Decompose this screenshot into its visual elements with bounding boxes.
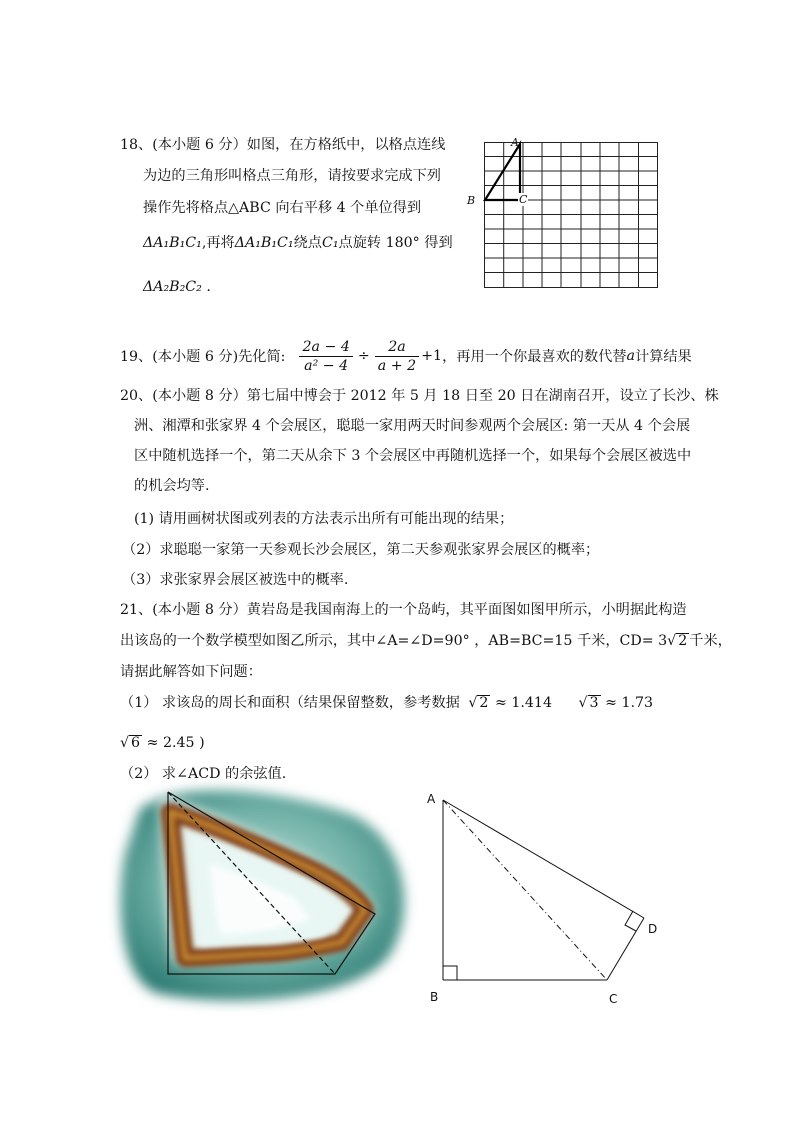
q18-line-5: ΔA₂B₂C₂ . bbox=[143, 279, 211, 295]
q21-sqrt3-radicand: 3 bbox=[589, 695, 599, 711]
q18-line-1: 18、(本小题 6 分）如图，在方格纸中，以格点连线 bbox=[120, 137, 446, 153]
q19-fraction-2 bbox=[375, 338, 419, 375]
grid-lines bbox=[484, 142, 658, 288]
q18-line-2: 为边的三角形叫格点三角形，请按要求完成下列 bbox=[143, 168, 441, 184]
segment-da bbox=[443, 800, 644, 918]
q20-sub-2: （2）求聪聪一家第一天参观长沙会展区，第二天参观张家界会展区的概率； bbox=[122, 542, 600, 558]
q21-sqrt-2: 2 bbox=[678, 633, 688, 649]
q19-prefix: 19、(本小题 6 分)先化简: bbox=[120, 349, 286, 365]
q19-divide: ÷ bbox=[357, 348, 370, 364]
triangle-abc bbox=[485, 144, 520, 200]
q21-sqrt-sign: √ bbox=[667, 633, 677, 649]
right-angle-d bbox=[625, 911, 636, 931]
q18-point-c1: C₁ bbox=[321, 235, 339, 251]
segment-ac-dashed bbox=[443, 800, 607, 980]
q18-then: ,再将 bbox=[201, 235, 235, 251]
right-angle-b bbox=[443, 966, 457, 980]
q18-line-4 bbox=[143, 233, 453, 253]
q19-variable: a bbox=[626, 348, 636, 364]
q19-frac1-numerator: 2a − 4 bbox=[299, 338, 352, 357]
q19-suffix-a: ，再用一个你最喜欢的数代替 bbox=[442, 349, 627, 365]
q21-sub-1: （1） 求该岛的周长和面积（结果保留整数，参考数据 √ 2 ≈ 1.414 √ 3 ≈ 1.73 bbox=[120, 695, 654, 711]
q21-sub-1-text: （1） 求该岛的周长和面积（结果保留整数，参考数据 bbox=[120, 695, 460, 711]
fig-label-c: C bbox=[609, 992, 618, 1006]
q18-rotate: 点旋转 180° 得到 bbox=[338, 235, 453, 251]
q21-line-2-unit: 千米， bbox=[689, 633, 732, 649]
geometry-figure bbox=[426, 790, 666, 1010]
q21-sqrt6-radicand: 6 bbox=[131, 735, 141, 751]
q21-sub-2: （2） 求∠ACD 的余弦值. bbox=[120, 766, 287, 782]
q18-triangle-a1b1c1-again: ΔA₁B₁C₁ bbox=[234, 235, 294, 251]
q20-line-4: 的机会均等. bbox=[134, 478, 210, 494]
q20-line-3: 区中随机选择一个，第二天从余下 3 个会展区中再随机选择一个，如果每个会展区被选中 bbox=[134, 448, 692, 464]
fig-label-b: B bbox=[430, 990, 439, 1004]
q20-line-2: 洲、湘潭和张家界 4 个会展区，聪聪一家用两天时间参观两个会展区: 第一天从 4 个会展 bbox=[134, 418, 691, 434]
fig-label-a: A bbox=[427, 792, 436, 806]
q21-line-2 bbox=[120, 631, 732, 651]
q21-line-2-text: 出该岛的一个数学模型如图乙所示，其中∠A=∠D=90° ，AB=BC=15 千米，CD= 3 bbox=[120, 633, 668, 649]
q21-sub-1-cont: √ 6 ≈ 2.45 ) bbox=[120, 735, 205, 751]
q19-plus-one: +1 bbox=[421, 348, 443, 364]
q19-fraction-1 bbox=[299, 338, 352, 375]
q21-sqrt2-value: ≈ 1.414 bbox=[494, 695, 552, 711]
q18-grid-figure bbox=[484, 142, 658, 288]
q21-sqrt3-value: ≈ 1.73 bbox=[605, 695, 654, 711]
q18-triangle-a1b1c1: ΔA₁B₁C₁ bbox=[143, 235, 202, 251]
q20-line-1: 20、(本小题 8 分）第七届中博会于 2012 年 5 月 18 日至 20 日在湖南召开，设立了长沙、株 bbox=[120, 388, 719, 404]
grid-label-b: B bbox=[467, 194, 476, 207]
q20-sub-1: (1) 请用画树状图或列表的方法表示出所有可能出现的结果； bbox=[134, 511, 514, 527]
q18-line-3: 操作先将格点△ABC 向右平移 4 个单位得到 bbox=[143, 200, 422, 216]
q19-suffix-b: 计算结果 bbox=[635, 349, 692, 365]
q21-line-3: 请据此解答如下问题： bbox=[120, 664, 262, 680]
q19-line bbox=[120, 335, 692, 377]
island-image bbox=[120, 784, 420, 1009]
segment-cd bbox=[607, 918, 644, 980]
fig-label-d: D bbox=[648, 922, 658, 936]
q21-sqrt6-value: ≈ 2.45 ) bbox=[146, 735, 205, 751]
grid-label-a: A bbox=[511, 136, 519, 149]
q19-frac2-denominator: a + 2 bbox=[377, 357, 417, 374]
q19-frac1-denominator: a² − 4 bbox=[304, 357, 349, 374]
q19-frac2-numerator: 2a bbox=[375, 338, 419, 357]
q20-sub-3: （3）求张家界会展区被选中的概率. bbox=[122, 572, 349, 588]
q18-around: 绕点 bbox=[293, 235, 322, 251]
q21-line-1: 21、(本小题 8 分）黄岩岛是我国南海上的一个岛屿，其平面图如图甲所示，小明据此构造 bbox=[120, 602, 687, 618]
q21-sqrt2-radicand: 2 bbox=[479, 695, 489, 711]
grid-label-c: C bbox=[519, 193, 528, 206]
